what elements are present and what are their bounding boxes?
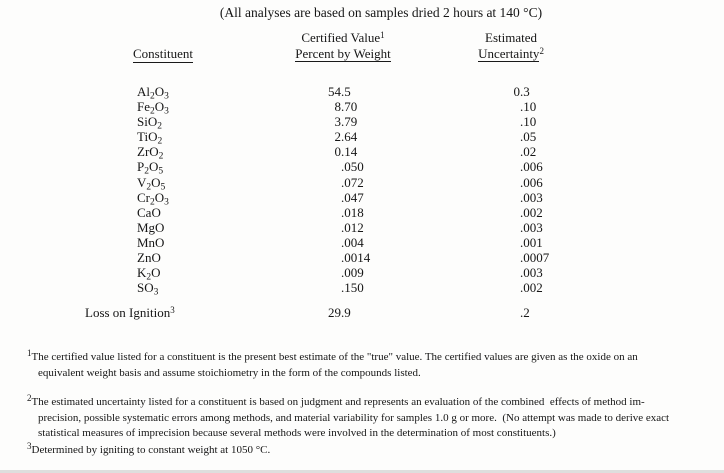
table-row — [0, 144, 724, 162]
certified-value: .072 — [341, 174, 364, 190]
table-row — [0, 84, 724, 102]
constituent-formula: $V_2O_5$ — [137, 174, 166, 193]
uncertainty-value: .006 — [520, 174, 543, 190]
constituent-formula: ZrO$_2$ — [137, 144, 164, 162]
footnote-line: $^1$The certified value listed for a constituent is the present best estimate of the "true" value. The certified values are given as the oxide on an — [27, 348, 638, 363]
constituent-formula: $P_2O_5$ — [137, 159, 164, 177]
table-row — [0, 280, 724, 298]
certified-value: 3 .79 — [334, 114, 358, 130]
certified-value: .150 — [341, 280, 364, 296]
uncertainty-value: .05 — [520, 129, 537, 145]
loss-uncertainty-value: .2 — [520, 305, 530, 320]
footnote-marker: 2 — [27, 393, 32, 403]
constituent-formula: $Cr_2O_3$ — [137, 189, 169, 208]
table-row — [0, 129, 724, 147]
constituent-formula: TiO$_2$ — [137, 129, 163, 147]
uncertainty-value: .003 — [520, 265, 543, 281]
uncertainty-line1: Estimated — [485, 30, 537, 45]
certified-value: .009 — [341, 265, 364, 281]
uncertainty-value: 0 .3 — [513, 84, 530, 99]
loss-on-ignition-row — [0, 305, 724, 321]
constituent-formula: $Al_2O_3$ — [137, 84, 169, 102]
loss-certified-value: 29 .9 — [328, 305, 351, 320]
footnote-line: equivalent weight basis and assume stoichiometry in the form of the compounds listed. — [38, 366, 421, 379]
constituent-formula: MnO — [137, 234, 165, 250]
uncertainty-value: .002 — [520, 280, 543, 296]
uncertainty-value: .02 — [520, 144, 537, 160]
certified-value: 0 .14 — [334, 144, 358, 160]
constituent-formula: SiO$_2$ — [137, 114, 162, 132]
footnote-line: $^2$The estimated uncertainty listed for a constituent is based on judgment and represents an evaluation of the combined effects of method im- — [27, 393, 645, 408]
footnote-ref-2: 2 — [539, 45, 544, 56]
table-row — [0, 114, 724, 132]
certified-value: .050 — [341, 159, 364, 175]
table-body — [0, 84, 724, 298]
footnote-3 — [27, 443, 270, 459]
table-row — [0, 250, 724, 265]
table-row — [0, 205, 724, 220]
constituent-formula: ZnO — [137, 250, 161, 266]
table-row — [0, 235, 724, 250]
footnote-1 — [27, 350, 638, 381]
table-row — [0, 265, 724, 283]
uncertainty-line2: Uncertainty$^2$ — [478, 45, 544, 61]
column-header-estimated-uncertainty — [411, 30, 611, 61]
certified-value: .004 — [341, 234, 364, 250]
footnote-ref-3: 3 — [170, 305, 175, 315]
certified-value: .018 — [341, 204, 364, 220]
certified-value-line2: Percent by Weight — [295, 45, 391, 61]
page-title: (All analyses are based on samples dried 2 hours at 140 °C) — [219, 5, 543, 20]
uncertainty-value: .003 — [520, 189, 543, 205]
constituent-formula: $K_2O$ — [137, 265, 161, 283]
certified-value: 8 .70 — [334, 99, 358, 115]
table-row — [0, 220, 724, 235]
footnote-marker: 3 — [27, 441, 32, 451]
constituent-formula: $Fe_2O_3$ — [137, 99, 169, 117]
constituent-formula: MgO — [137, 219, 165, 235]
constituent-formula: CaO — [137, 204, 161, 220]
footnote-line: $^3$Determined by igniting to constant weight at 1050 °C. — [27, 441, 271, 456]
footnote-line: statistical measures of imprecision because several methods were involved in the determination of most constituents.) — [38, 427, 556, 440]
loss-on-ignition-label: Loss on Ignition$^3$ — [85, 305, 175, 320]
uncertainty-value: .001 — [520, 234, 543, 250]
table-row — [0, 159, 724, 177]
certified-value: .012 — [341, 219, 364, 235]
constituent-formula: $SO_3$ — [137, 280, 159, 298]
footnote-2 — [27, 395, 669, 442]
uncertainty-value: .003 — [520, 219, 543, 235]
footnote-ref-1: 1 — [380, 30, 385, 40]
uncertainty-value: .006 — [520, 159, 543, 175]
uncertainty-value: .10 — [520, 99, 537, 115]
footnote-line: precision, possible systematic errors among methods, and material variability for samples 1.0 g or more. (No attempt was made to derive exact — [38, 411, 670, 424]
table-row — [0, 174, 724, 193]
certified-value: .0014 — [341, 250, 371, 266]
certified-value: 2 .64 — [334, 129, 358, 145]
footnote-marker: 1 — [27, 348, 32, 358]
uncertainty-value: .10 — [520, 114, 537, 130]
table-row — [0, 99, 724, 117]
certified-value: .047 — [341, 189, 364, 205]
uncertainty-value: .002 — [520, 204, 543, 220]
certified-value-line1: Certified Value$^1$ — [301, 30, 385, 45]
column-header-constituent: Constituent — [133, 46, 193, 61]
certified-value: 54 .5 — [328, 84, 351, 99]
table-row — [0, 189, 724, 208]
uncertainty-value: .0007 — [520, 250, 550, 266]
